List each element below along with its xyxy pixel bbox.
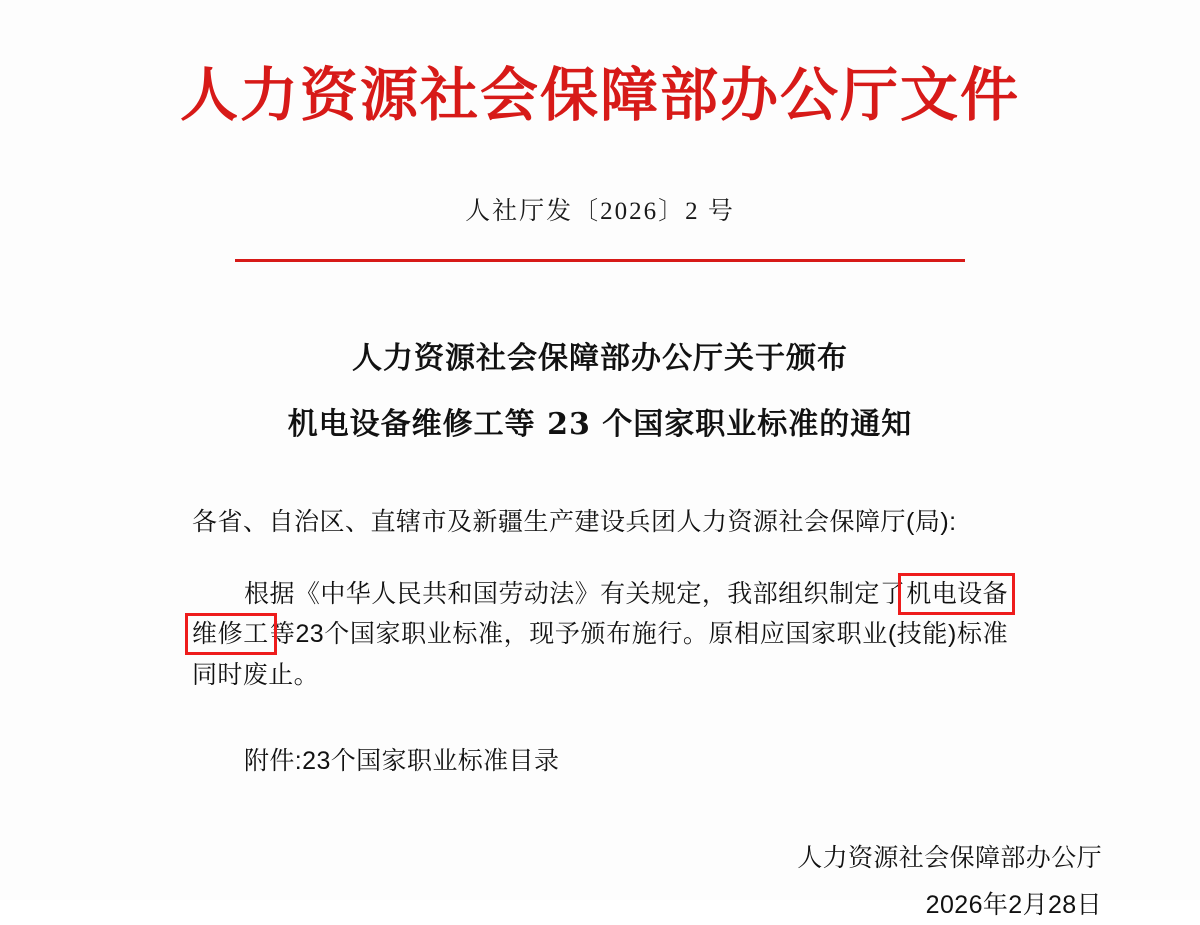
title-block <box>0 340 1200 442</box>
paragraph-text-before-highlight: 根据《中华人民共和国劳动法》有关规定，我部组织制定了 <box>244 579 906 608</box>
attachment-line: 附件:23个国家职业标准目录 <box>244 747 560 776</box>
title-line-1: 人力资源社会保障部办公厅关于颁布 <box>352 340 848 376</box>
body-paragraph <box>192 574 1008 696</box>
salutation: 各省、自治区、直辖市及新疆生产建设兵团人力资源社会保障厅(局): <box>192 507 957 536</box>
body-wrapper <box>100 502 1100 778</box>
signature-organization: 人力资源社会保障部办公厅 <box>797 844 1102 873</box>
masthead-title: 人力资源社会保障部办公厅文件 <box>179 61 1020 129</box>
document-number: 人社厅发〔2026〕2 号 <box>465 197 735 225</box>
title-line-2: 机电设备维修工等 23 个国家职业标准的通知 <box>287 406 913 442</box>
paragraph-text-after-highlight: 等23个国家职业标准，现予颁布施行。原相应国家职业(技能)标准同时废止。 <box>192 620 1008 689</box>
red-divider-rule <box>235 259 965 262</box>
highlighted-term: 机电设备维修工 <box>192 579 1008 649</box>
masthead <box>0 0 1200 129</box>
signature-block <box>0 839 1200 925</box>
signature-date: 2026年2月28日 <box>925 890 1102 919</box>
